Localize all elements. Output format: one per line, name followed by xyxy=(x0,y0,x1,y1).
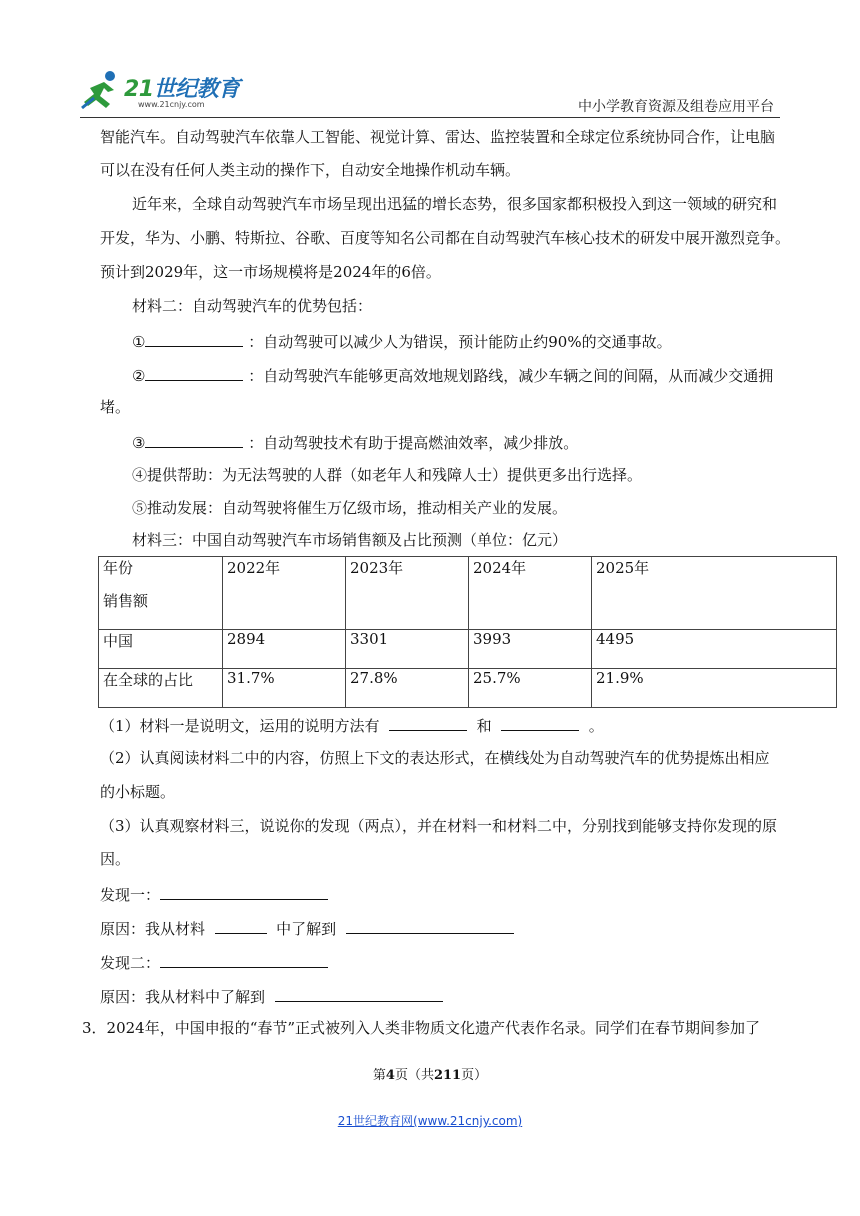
logo-number: 21 xyxy=(124,77,154,102)
table-row xyxy=(99,557,837,630)
reason-label: 原因：我从材料 xyxy=(100,920,206,938)
answer-blank[interactable] xyxy=(275,985,443,1002)
header-year: 年份 xyxy=(103,559,134,577)
reason-label: 中了解到 xyxy=(276,920,337,938)
paragraph-line: 预计到2029年，这一市场规模将是2024年的6倍。 xyxy=(100,263,441,281)
paragraph-line: 开发，华为、小鹏、特斯拉、谷歌、百度等知名公司都在自动驾驶汽车核心技术的研发中展开激烈竞争。 xyxy=(100,229,791,247)
table-row xyxy=(99,630,837,669)
paragraph-line: 智能汽车。自动驾驶汽车依靠人工智能、视觉计算、雷达、监控装置和全球定位系统协同合作，让电脑 xyxy=(100,128,776,146)
next-question: 3．2024年，中国申报的“春节”正式被列入人类非物质文化遗产代表作名录。同学们在春节期间参加了 xyxy=(82,1019,761,1037)
item-text: ：自动驾驶可以减少人为错误，预计能防止约90%的交通事故。 xyxy=(248,333,672,351)
runner-logo-icon xyxy=(80,68,124,112)
table-cell: 21.9% xyxy=(592,669,837,708)
item-number: ⑤ xyxy=(132,499,148,517)
page-text: 页（共 xyxy=(394,1068,434,1083)
footer-site-link[interactable]: 21世纪教育网(www.21cnjy.com) xyxy=(337,1114,523,1128)
reason-label: 原因：我从材料中了解到 xyxy=(100,988,266,1006)
table-cell: 3301 xyxy=(346,630,469,669)
logo-text xyxy=(124,72,240,103)
answer-blank[interactable] xyxy=(215,917,267,934)
advantage-item-3 xyxy=(132,431,578,453)
question-3-line: （3）认真观察材料三，说说你的发现（两点），并在材料一和材料二中，分别找到能够支持你发现的原 xyxy=(100,817,778,835)
table-cell: 2024年 xyxy=(469,557,592,630)
page-header xyxy=(0,0,860,120)
question-3-line: 因。 xyxy=(100,850,131,868)
answer-blank[interactable] xyxy=(160,883,328,900)
reason-2 xyxy=(100,985,443,1007)
material-two-title: 材料二：自动驾驶汽车的优势包括： xyxy=(132,297,373,315)
paragraph-line: 堵。 xyxy=(100,398,131,416)
reason-1 xyxy=(100,917,514,939)
brand-logo[interactable] xyxy=(80,68,255,114)
answer-blank[interactable] xyxy=(501,714,579,731)
table-cell: 25.7% xyxy=(469,669,592,708)
item-text: ：自动驾驶汽车能够更高效地规划路线，减少车辆之间的间隔，从而减少交通拥 xyxy=(248,367,774,385)
sales-table xyxy=(98,556,837,708)
table-cell: 中国 xyxy=(99,630,223,669)
answer-blank[interactable] xyxy=(145,364,243,381)
item-number: ② xyxy=(132,367,146,385)
question-2-line: 的小标题。 xyxy=(100,783,176,801)
finding-2 xyxy=(100,951,328,973)
answer-blank[interactable] xyxy=(145,330,243,347)
finding-label: 发现二： xyxy=(100,954,161,972)
page-text: 第 xyxy=(372,1068,386,1083)
table-header-cell xyxy=(99,557,223,630)
question-1 xyxy=(100,714,604,736)
advantage-item-5 xyxy=(132,498,567,518)
table-cell: 4495 xyxy=(592,630,837,669)
item-number: ④ xyxy=(132,466,148,484)
item-text: 推动发展：自动驾驶将催生万亿级市场，推动相关产业的发展。 xyxy=(147,499,568,517)
table-cell: 2025年 xyxy=(592,557,837,630)
table-row xyxy=(99,669,837,708)
question-text: 。 xyxy=(588,717,604,735)
answer-blank[interactable] xyxy=(145,431,243,448)
table-cell: 2894 xyxy=(223,630,346,669)
header-sales: 销售额 xyxy=(103,592,149,610)
page-text: 页） xyxy=(461,1068,488,1083)
item-text: 提供帮助：为无法驾驶的人群（如老年人和残障人士）提供更多出行选择。 xyxy=(147,466,643,484)
current-page: 4 xyxy=(385,1068,395,1083)
material-three-title: 材料三：中国自动驾驶汽车市场销售额及占比预测（单位：亿元） xyxy=(132,531,568,549)
advantage-item-1 xyxy=(132,330,672,352)
page-number xyxy=(0,1064,860,1083)
paragraph-line: 近年来，全球自动驾驶汽车市场呈现出迅猛的增长态势，很多国家都积极投入到这一领域的研究和 xyxy=(132,195,778,213)
table-cell: 31.7% xyxy=(223,669,346,708)
finding-label: 发现一： xyxy=(100,886,161,904)
header-divider xyxy=(80,117,780,118)
total-pages: 211 xyxy=(433,1068,462,1083)
table-cell: 3993 xyxy=(469,630,592,669)
question-2-line: （2）认真阅读材料二中的内容，仿照上下文的表达形式，在横线处为自动驾驶汽车的优势提炼出相应 xyxy=(100,749,770,767)
advantage-item-4 xyxy=(132,465,642,485)
table-cell: 2023年 xyxy=(346,557,469,630)
answer-blank[interactable] xyxy=(160,951,328,968)
platform-title: 中小学教育资源及组卷应用平台 xyxy=(578,99,774,115)
advantage-item-2 xyxy=(132,364,773,386)
question-text: （1）材料一是说明文，运用的说明方法有 xyxy=(100,717,380,735)
question-text: 和 xyxy=(476,717,492,735)
finding-1 xyxy=(100,883,328,905)
answer-blank[interactable] xyxy=(389,714,467,731)
item-number: ① xyxy=(132,333,146,351)
answer-blank[interactable] xyxy=(346,917,514,934)
item-number: ③ xyxy=(132,434,146,452)
table-cell: 2022年 xyxy=(223,557,346,630)
logo-url: www.21cnjy.com xyxy=(138,100,205,109)
logo-chinese: 世纪教育 xyxy=(153,77,240,102)
table-cell: 在全球的占比 xyxy=(99,669,223,708)
paragraph-line: 可以在没有任何人类主动的操作下，自动安全地操作机动车辆。 xyxy=(100,161,521,179)
item-text: ：自动驾驶技术有助于提高燃油效率，减少排放。 xyxy=(248,434,579,452)
table-cell: 27.8% xyxy=(346,669,469,708)
